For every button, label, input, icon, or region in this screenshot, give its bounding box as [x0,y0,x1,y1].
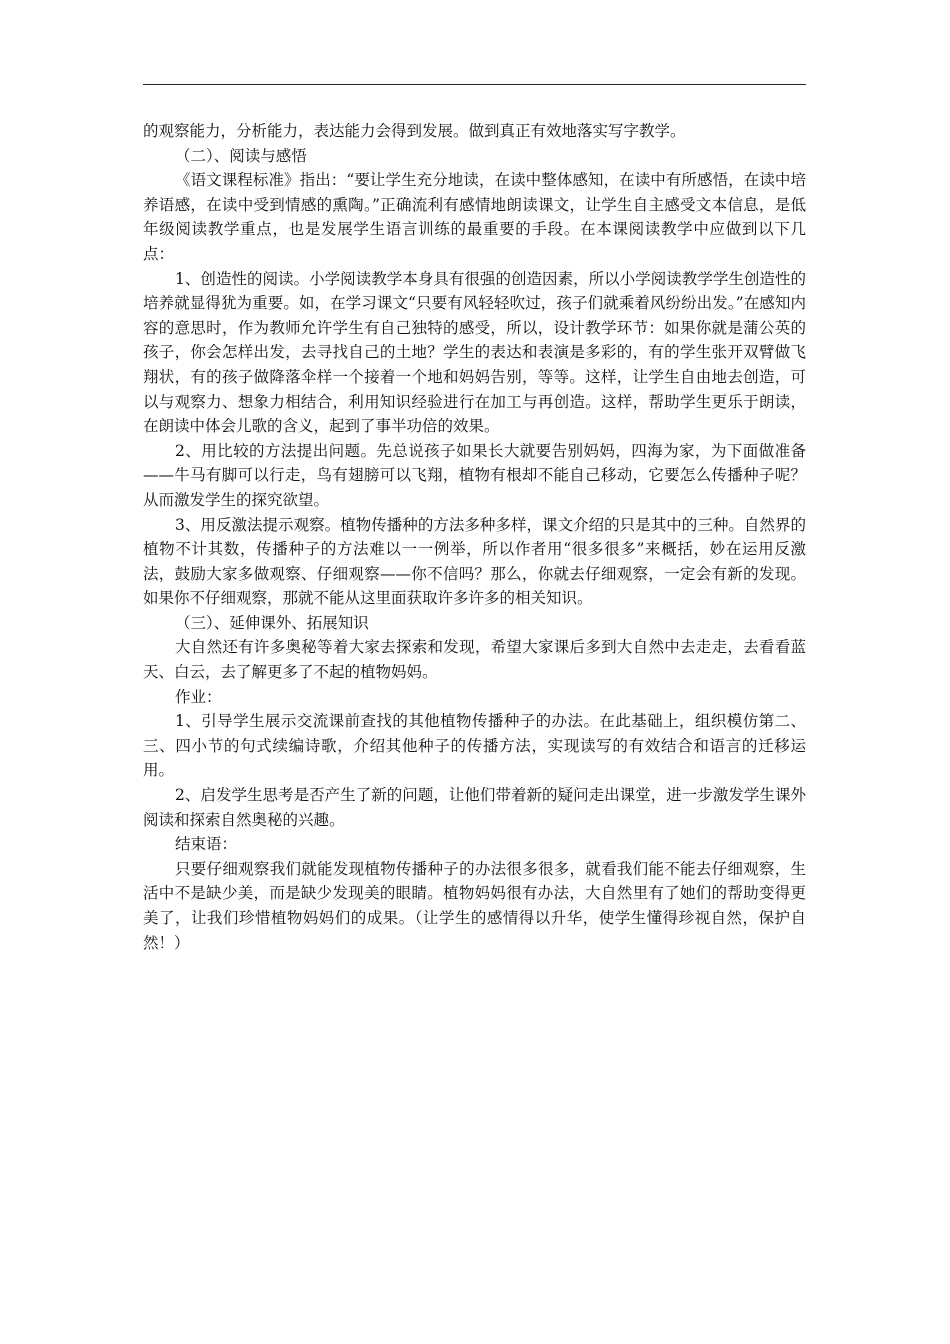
paragraph: 3、用反激法提示观察。植物传播种的方法多种多样，课文介绍的只是其中的三种。自然界的植物不计其数，传播种子的方法难以一一例举，所以作者用“很多很多”来概括，妙在运用反激法，鼓励大家多做观察、仔细观察——你不信吗？那么，你就去仔细观察，一定会有新的发现。如果你不仔细观察，那就不能从这里面获取许多许多的相关知识。 [143,515,806,608]
header-rule [143,84,806,85]
closing-heading: 结束语： [175,835,238,854]
paragraph: 1、创造性的阅读。小学阅读教学本身具有很强的创造因素，所以小学阅读教学学生创造性的培养就显得犹为重要。如，在学习课文“只要有风轻轻吹过，孩子们就乘着风纷纷出发。”在感知内容的意思时，作为教师允许学生有自己独特的感受，所以，设计教学环节：如果你就是蒲公英的孩子，你会怎样出发，去寻找自己的土地？学生的表达和表演是多彩的，有的学生张开双臂做飞翔状，有的孩子做降落伞样一个接着一个地和妈妈告别，等等。这样，让学生自由地去创造，可以与观察力、想象力相结合，利用知识经验进行在加工与再创造。这样，帮助学生更乐于朗读，在朗读中体会儿歌的含义，起到了事半功倍的效果。 [143,269,806,436]
homework-heading: 作业： [175,687,222,706]
paragraph: 只要仔细观察我们就能发现植物传播种子的办法很多很多，就看我们能不能去仔细观察，生活中不是缺少美，而是缺少发现美的眼睛。植物妈妈很有办法，大自然里有了她们的帮助变得更美了，让我们珍惜植物妈妈们的成果。（让学生的感情得以升华，使学生懂得珍视自然，保护自然！） [143,859,806,952]
paragraph: 1、引导学生展示交流课前查找的其他植物传播种子的办法。在此基础上，组织模仿第二、三、四小节的句式续编诗歌，介绍其他种子的传播方法，实现读写的有效结合和语言的迁移运用。 [143,712,806,780]
paragraph-continuation: 的观察能力，分析能力，表达能力会得到发展。做到真正有效地落实写字教学。 [143,122,686,140]
paragraph: 《语文课程标准》指出：“要让学生充分地读，在读中整体感知，在读中有所感悟，在读中培养语感，在读中受到情感的熏陶。”正确流利有感情地朗读课文，让学生自主感受文本信息，是低年级阅读教学重点，也是发展学生语言训练的最重要的手段。在本课阅读教学中应做到以下几点： [143,171,806,263]
section-heading-2: （二）、阅读与感悟 [175,146,307,165]
document-body [143,119,806,955]
paragraph: 2、用比较的方法提出问题。先总说孩子如果长大就要告别妈妈，四海为家，为下面做准备——牛马有脚可以行走，鸟有翅膀可以飞翔，植物有根却不能自己移动，它要怎么传播种子呢？从而激发学生的探究欲望。 [143,441,806,509]
section-heading-3: （三）、延伸课外、拓展知识 [175,613,369,632]
paragraph: 2、启发学生思考是否产生了新的问题，让他们带着新的疑问走出课堂，进一步激发学生课外阅读和探索自然奥秘的兴趣。 [143,786,806,829]
paragraph: 大自然还有许多奥秘等着大家去探索和发现，希望大家课后多到大自然中去走走，去看看蓝天、白云，去了解更多了不起的植物妈妈。 [143,638,806,682]
